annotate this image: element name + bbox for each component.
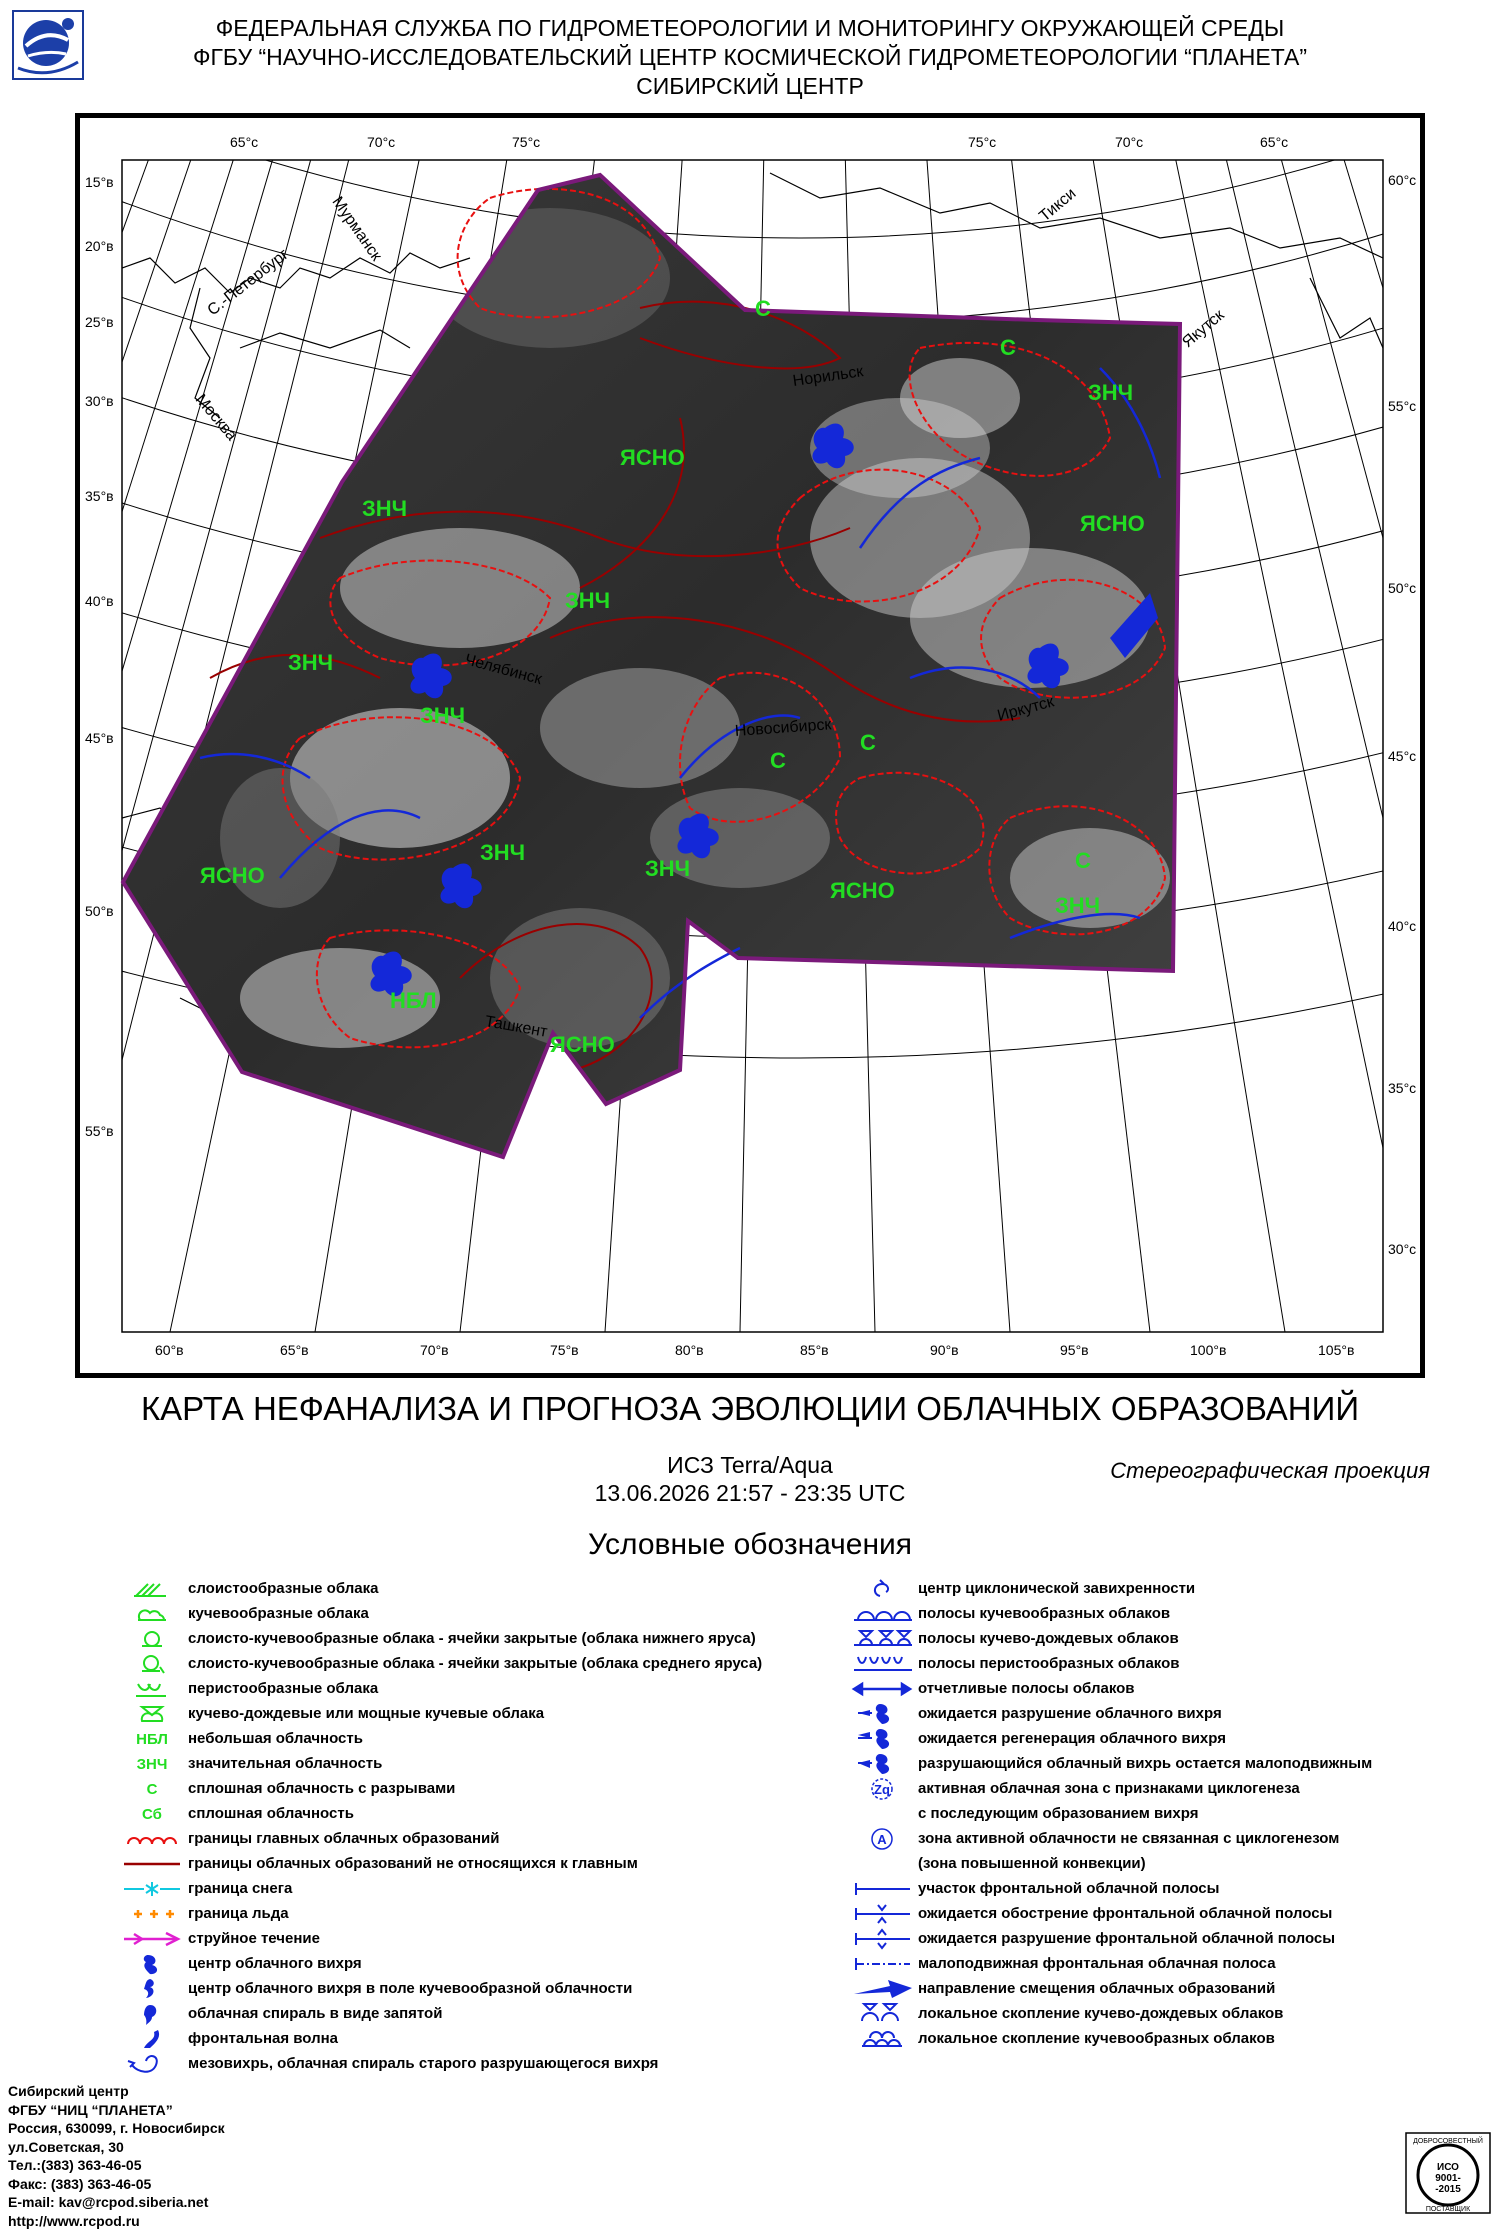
lon-label-bottom: 95°в xyxy=(1060,1342,1089,1358)
lat-label-right: 50°с xyxy=(1388,580,1416,596)
a-icon xyxy=(850,1826,914,1851)
contact-line: ФГБУ “НИЦ “ПЛАНЕТА” xyxy=(8,2101,225,2120)
cyclonic-swirl-icon xyxy=(850,1576,914,1601)
legend-label: центр облачного вихря в поле кучевообразной облачности xyxy=(188,1976,632,2001)
legend-label: слоисто-кучевообразные облака - ячейки закрытые (облака нижнего яруса) xyxy=(188,1626,756,1651)
lat-label-right: 45°с xyxy=(1388,748,1416,764)
vortex-regen-icon xyxy=(850,1726,914,1751)
cirrus-bands-icon xyxy=(850,1651,914,1676)
cloud-label: ЗНЧ xyxy=(1055,893,1100,919)
front-sharpen-icon xyxy=(850,1901,914,1926)
cloud-label: ЯСНО xyxy=(550,1032,615,1058)
city-label: Новосибирск xyxy=(734,716,832,741)
cloud-label: ЯСНО xyxy=(1080,511,1145,537)
distinct-bands-icon xyxy=(850,1676,914,1701)
legend-label: разрушающийся облачный вихрь остается малоподвижным xyxy=(918,1751,1372,1776)
legend-label: участок фронтальной облачной полосы xyxy=(918,1876,1219,1901)
contact-line: Факс: (383) 363-46-05 xyxy=(8,2175,225,2194)
lon-label-bottom: 65°в xyxy=(280,1342,309,1358)
lat-label-top: 65°с xyxy=(230,134,258,150)
lon-label-left: 55°в xyxy=(85,1123,114,1139)
cumulonimbus-icon xyxy=(120,1701,184,1726)
lat-label-right: 40°с xyxy=(1388,918,1416,934)
legend-symbol-text xyxy=(120,1726,184,1751)
map-labels xyxy=(80,118,1420,1373)
jet-stream-icon xyxy=(120,1926,184,1951)
planeta-logo xyxy=(12,10,84,80)
legend-label: небольшая облачность xyxy=(188,1726,363,1751)
lat-label-right: 55°с xyxy=(1388,398,1416,414)
cloud-label: С xyxy=(770,748,786,774)
header-agency: ФЕДЕРАЛЬНАЯ СЛУЖБА ПО ГИДРОМЕТЕОРОЛОГИИ И МОНИТОРИНГУ ОКРУЖАЮЩЕЙ СРЕДЫ xyxy=(90,14,1410,43)
lon-label-left: 40°в xyxy=(85,593,114,609)
contact-email: E-mail: kav@rcpod.siberia.net xyxy=(8,2193,225,2212)
contact-line: Тел.:(383) 363-46-05 xyxy=(8,2156,225,2175)
svg-text:ДОБРОСОВЕСТНЫЙ: ДОБРОСОВЕСТНЫЙ xyxy=(1413,2136,1483,2145)
front-stationary-icon xyxy=(850,1951,914,1976)
lon-label-left: 25°в xyxy=(85,314,114,330)
legend-label: струйное течение xyxy=(188,1926,320,1951)
city-label: С.-Петербург xyxy=(204,246,292,320)
cumulus-cluster-icon xyxy=(850,2026,914,2051)
zq-icon xyxy=(850,1776,914,1801)
cb-cluster-icon xyxy=(850,2001,914,2026)
cloud-label: ЗНЧ xyxy=(362,496,407,522)
map-frame xyxy=(75,113,1425,1378)
svg-text:С: С xyxy=(147,1781,158,1798)
legend-label: облачная спираль в виде запятой xyxy=(188,2001,442,2026)
cloud-label: С xyxy=(755,296,771,322)
cumulus-icon xyxy=(120,1601,184,1626)
lat-label-top: 75°с xyxy=(512,134,540,150)
legend-label: сплошная облачность xyxy=(188,1801,354,1826)
svg-text:ЗНЧ: ЗНЧ xyxy=(137,1756,168,1773)
city-label: Ташкент xyxy=(483,1013,548,1042)
cloud-label: ЗНЧ xyxy=(1088,380,1133,406)
lon-label-bottom: 90°в xyxy=(930,1342,959,1358)
lat-label-top: 70°с xyxy=(1115,134,1143,150)
ice-line-icon xyxy=(120,1901,184,1926)
legend-label: полосы перистообразных облаков xyxy=(918,1651,1179,1676)
lon-label-bottom: 80°в xyxy=(675,1342,704,1358)
stratocumulus-mid-icon xyxy=(120,1651,184,1676)
cloud-label: ЗНЧ xyxy=(288,650,333,676)
svg-text:Сб: Сб xyxy=(142,1806,162,1823)
city-label: Иркутск xyxy=(996,693,1056,725)
legend-label: границы главных облачных образований xyxy=(188,1826,499,1851)
legend-label: кучево-дождевые или мощные кучевые облака xyxy=(188,1701,544,1726)
legend-label: малоподвижная фронтальная облачная полоса xyxy=(918,1951,1276,1976)
legend-symbol-text xyxy=(120,1751,184,1776)
lon-label-left: 35°в xyxy=(85,488,114,504)
legend-symbol-empty xyxy=(850,1801,914,1826)
lon-label-bottom: 85°в xyxy=(800,1342,829,1358)
city-label: Якутск xyxy=(1179,307,1228,352)
legend-symbol-text xyxy=(120,1776,184,1801)
legend-label: с последующим образованием вихря xyxy=(918,1801,1198,1826)
contact-block xyxy=(8,2082,225,2230)
cloud-label: С xyxy=(1000,335,1016,361)
legend-label: полосы кучевообразных облаков xyxy=(918,1601,1170,1626)
legend-label: локальное скопление кучево-дождевых облаков xyxy=(918,2001,1283,2026)
front-decay-icon xyxy=(850,1926,914,1951)
lon-label-bottom: 60°в xyxy=(155,1342,184,1358)
legend-label: сплошная облачность с разрывами xyxy=(188,1776,455,1801)
legend-label: значительная облачность xyxy=(188,1751,382,1776)
lon-label-left: 50°в xyxy=(85,903,114,919)
lon-label-left: 20°в xyxy=(85,238,114,254)
legend-label: слоистообразные облака xyxy=(188,1576,378,1601)
cloud-label: ЗНЧ xyxy=(420,703,465,729)
legend-label: центр облачного вихря xyxy=(188,1951,362,1976)
lon-label-left: 15°в xyxy=(85,174,114,190)
legend-label: граница снега xyxy=(188,1876,292,1901)
legend-label: ожидается регенерация облачного вихря xyxy=(918,1726,1226,1751)
observation-time: 13.06.2026 21:57 - 23:35 UTC xyxy=(500,1480,1000,1507)
cloud-label: ЗНЧ xyxy=(645,856,690,882)
mesovortex-icon xyxy=(120,2051,184,2076)
vortex-stationary-icon xyxy=(850,1751,914,1776)
legend-label: направление смещения облачных образований xyxy=(918,1976,1275,2001)
svg-text:-2015: -2015 xyxy=(1435,2184,1461,2195)
city-label: Челябинск xyxy=(463,651,544,689)
satellite-name: ИСЗ Terra/Aqua xyxy=(500,1452,1000,1479)
lon-label-bottom: 100°в xyxy=(1190,1342,1226,1358)
legend-label: ожидается разрушение фронтальной облачной полосы xyxy=(918,1926,1335,1951)
svg-text:ИСО: ИСО xyxy=(1437,2162,1459,2173)
chart-title: КАРТА НЕФАНАЛИЗА И ПРОГНОЗА ЭВОЛЮЦИИ ОБЛАЧНЫХ ОБРАЗОВАНИЙ xyxy=(40,1390,1460,1428)
contact-line: Россия, 630099, г. Новосибирск xyxy=(8,2119,225,2138)
legend-label: полосы кучево-дождевых облаков xyxy=(918,1626,1179,1651)
frontal-wave-icon xyxy=(120,2026,184,2051)
legend-label: фронтальная волна xyxy=(188,2026,338,2051)
lat-label-right: 60°с xyxy=(1388,172,1416,188)
motion-arrow-icon xyxy=(850,1976,914,2001)
front-segment-icon xyxy=(850,1876,914,1901)
legend-label: слоисто-кучевообразные облака - ячейки закрытые (облака среднего яруса) xyxy=(188,1651,762,1676)
vortex-decay-icon xyxy=(850,1701,914,1726)
legend-label: активная облачная зона с признаками циклогенеза xyxy=(918,1776,1300,1801)
legend-label: мезовихрь, облачная спираль старого разрушающегося вихря xyxy=(188,2051,658,2076)
iso-certification-badge xyxy=(1405,2132,1491,2214)
svg-text:9001-: 9001- xyxy=(1435,2173,1461,2184)
city-label: Норильск xyxy=(792,363,865,391)
cirrus-icon xyxy=(120,1676,184,1701)
scalloped-line-icon xyxy=(120,1826,184,1851)
legend-symbol-text xyxy=(120,1801,184,1826)
legend-label: (зона повышенной конвекции) xyxy=(918,1851,1146,1876)
cloud-label: С xyxy=(1075,848,1091,874)
legend-label: границы облачных образований не относящихся к главным xyxy=(188,1851,638,1876)
legend-label: локальное скопление кучевообразных облаков xyxy=(918,2026,1275,2051)
stratocumulus-low-icon xyxy=(120,1626,184,1651)
header-branch: СИБИРСКИЙ ЦЕНТР xyxy=(90,72,1410,101)
lon-label-bottom: 75°в xyxy=(550,1342,579,1358)
lat-label-right: 30°с xyxy=(1388,1241,1416,1257)
vortex-center-icon xyxy=(120,1951,184,1976)
legend-label: граница льда xyxy=(188,1901,289,1926)
contact-line: Сибирский центр xyxy=(8,2082,225,2101)
lat-label-right: 35°с xyxy=(1388,1080,1416,1096)
cloud-label: ЗНЧ xyxy=(565,588,610,614)
cumulus-bands-icon xyxy=(850,1601,914,1626)
svg-text:ПОСТАВЩИК: ПОСТАВЩИК xyxy=(1426,2206,1471,2213)
stratiform-icon xyxy=(120,1576,184,1601)
legend-label: ожидается разрушение облачного вихря xyxy=(918,1701,1222,1726)
contact-website: http://www.rcpod.ru xyxy=(8,2212,225,2230)
lon-label-left: 30°в xyxy=(85,393,114,409)
cloud-label: ЯСНО xyxy=(200,863,265,889)
legend-title: Условные обозначения xyxy=(450,1528,1050,1562)
svg-text:Zq: Zq xyxy=(874,1782,890,1797)
city-label: Тикси xyxy=(1036,185,1080,226)
legend-label: кучевообразные облака xyxy=(188,1601,369,1626)
svg-text:A: A xyxy=(877,1832,887,1847)
cloud-label: ЗНЧ xyxy=(480,840,525,866)
legend-label: отчетливые полосы облаков xyxy=(918,1676,1135,1701)
legend-symbol-empty xyxy=(850,1851,914,1876)
lat-label-top: 70°с xyxy=(367,134,395,150)
cloud-label: НБЛ xyxy=(390,988,437,1014)
lat-label-top: 65°с xyxy=(1260,134,1288,150)
dark-line-icon xyxy=(120,1851,184,1876)
cloud-label: ЯСНО xyxy=(830,878,895,904)
contact-line: ул.Советская, 30 xyxy=(8,2138,225,2157)
lon-label-bottom: 70°в xyxy=(420,1342,449,1358)
projection-label: Стереографическая проекция xyxy=(1040,1458,1430,1484)
legend-label: ожидается обострение фронтальной облачной полосы xyxy=(918,1901,1332,1926)
legend-label: перистообразные облака xyxy=(188,1676,378,1701)
cloud-label: С xyxy=(860,730,876,756)
lon-label-left: 45°в xyxy=(85,730,114,746)
legend-label: центр циклонической завихренности xyxy=(918,1576,1195,1601)
lon-label-bottom: 105°в xyxy=(1318,1342,1354,1358)
vortex-cumulus-icon xyxy=(120,1976,184,2001)
cloud-label: ЯСНО xyxy=(620,445,685,471)
lat-label-top: 75°с xyxy=(968,134,996,150)
cb-bands-icon xyxy=(850,1626,914,1651)
legend-label: зона активной облачности не связанная с циклогенезом xyxy=(918,1826,1339,1851)
city-label: Москва xyxy=(191,391,240,444)
svg-text:НБЛ: НБЛ xyxy=(136,1731,168,1748)
header-center: ФГБУ “НАУЧНО-ИССЛЕДОВАТЕЛЬСКИЙ ЦЕНТР КОСМИЧЕСКОЙ ГИДРОМЕТЕОРОЛОГИИ “ПЛАНЕТА” xyxy=(90,43,1410,72)
snow-line-icon xyxy=(120,1876,184,1901)
comma-spiral-icon xyxy=(120,2001,184,2026)
city-label: Мурманск xyxy=(328,194,385,265)
